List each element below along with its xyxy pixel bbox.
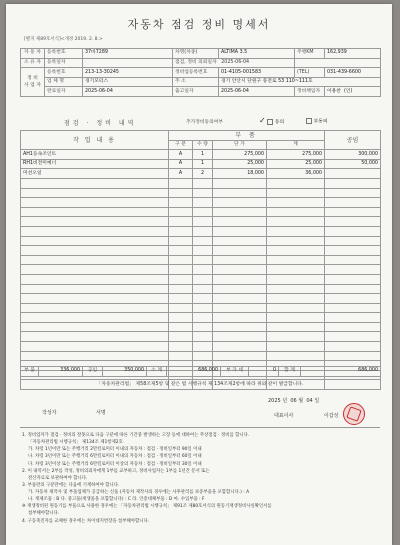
request-date: 2025-06-04: [221, 60, 250, 66]
item-total: [267, 274, 325, 284]
manager-cell: 이용찬 (인): [325, 87, 381, 97]
request-date-label: 점검, 정비 의뢰일자 2025-06-04: [173, 58, 295, 68]
release-date: 2025-06-04: [219, 87, 295, 97]
note-line: 나. 차령 3년이만 또는 주행거리 6만킬로미터 이내의 자동차 : 점검 · 정비일부터 60일 이내: [28, 454, 202, 460]
reg-date: [83, 58, 173, 68]
item-work: [21, 342, 169, 352]
item-work: [21, 351, 169, 361]
agree-label: 동의: [274, 120, 285, 125]
item-labor: 50,000: [325, 159, 381, 169]
item-type: [169, 322, 193, 332]
item-work: [21, 284, 169, 294]
item-labor: [325, 236, 381, 246]
note-line: 가. 차령 1년이만 또는 주행거리 2만킬로미터 이내의 자동차 : 점검 · 정비일부터 90일 이내: [28, 447, 202, 453]
item-type: [169, 332, 193, 342]
labor-header: 공임: [325, 131, 381, 150]
item-labor: [325, 188, 381, 198]
item-work: [21, 303, 169, 313]
done-date: 2025-06-04: [83, 87, 173, 97]
manager-label: 정비책임자: [295, 87, 325, 97]
note-line: 다. 차령 3년이상 또는 주행거리 6만킬로미터 이상의 자동차 : 점검 · 정비일부터 30일 이내: [28, 461, 202, 467]
note-line: 4. 구동축진자를 교체한 경우에는 차이대지번장을 첨부해야합니다.: [22, 518, 150, 524]
item-labor: [325, 246, 381, 256]
item-total: [267, 342, 325, 352]
item-qty: 1: [193, 159, 213, 169]
empty-row: [21, 303, 381, 313]
empty-row: [21, 342, 381, 352]
item-qty: [193, 246, 213, 256]
item-type: A: [169, 159, 193, 169]
item-type: [169, 265, 193, 275]
header-table: [20, 48, 381, 97]
item-unit: [213, 332, 267, 342]
item-qty: [193, 322, 213, 332]
item-qty: [193, 294, 213, 304]
owner-label: 소 유 자: [21, 58, 45, 68]
item-work: [21, 313, 169, 323]
car-name: ALTIMA 3.5: [219, 49, 295, 59]
note-line: 첨부해야합니다.: [28, 511, 60, 517]
col-type: 구 분: [169, 140, 193, 150]
item-row: [21, 159, 381, 169]
empty-row: [21, 284, 381, 294]
item-type: [169, 274, 193, 284]
item-unit: [213, 342, 267, 352]
disagree-option[interactable]: [306, 118, 328, 125]
form-number: [별지 제89호서식]<개정 2019. 2. 8.>: [24, 37, 103, 42]
item-labor: [325, 351, 381, 361]
issue-date: 2025 년 06 월 04 일: [268, 398, 320, 404]
tel-label: (TEL): [295, 68, 325, 78]
item-total: [267, 284, 325, 294]
item-unit: [213, 178, 267, 188]
note-line: ※ 재생정비된 원동기를 부품으로 사용한 경우에는 「자동차관리법 시행규칙」 제91조 제80호서식의 원동기재생정비사실확인서를: [22, 504, 272, 510]
company: 경기모터스: [83, 77, 173, 87]
item-work: [21, 188, 169, 198]
empty-row: [21, 294, 381, 304]
empty-row: [21, 236, 381, 246]
item-type: [169, 236, 193, 246]
item-work: [21, 198, 169, 208]
item-work: [21, 236, 169, 246]
reg-no: 37바7289: [83, 49, 173, 59]
item-unit: [213, 217, 267, 227]
item-labor: [325, 274, 381, 284]
items-table: [20, 130, 381, 390]
item-unit: [213, 207, 267, 217]
parts-header: 부 품: [169, 131, 325, 141]
note-line: 2. 이 내역서는 2부를 작성, 정비의뢰자에게 1부를 교부하고, 정비사업자는 1부를 1년간 문서 또는: [22, 468, 210, 474]
item-work: [21, 332, 169, 342]
item-unit: [213, 255, 267, 265]
maint-shop-label: 정 비 사 업 자: [21, 68, 45, 97]
note-line: 1. 정비업자가 점검 · 정비의 잘못으로 다음 구분에 따른 기간중 발생하는 고장 등에 대하여는 무상점검 · 정비를 합니다.: [22, 433, 250, 438]
item-work: [21, 226, 169, 236]
col-unit: 단 가: [213, 140, 267, 150]
item-total: [267, 351, 325, 361]
note-line: 「자동차관리법 시행규칙」 제134조 제1항제2호: [28, 440, 123, 446]
release-date-label: 출고일자: [173, 87, 219, 97]
sum-total: 686,000: [301, 367, 381, 377]
agree-option[interactable]: [259, 116, 284, 126]
summary-table: [20, 366, 381, 377]
item-qty: 2: [193, 169, 213, 179]
item-unit: [213, 303, 267, 313]
item-unit: [213, 274, 267, 284]
item-unit: [213, 322, 267, 332]
mileage-label: 주행KM: [295, 49, 325, 59]
item-work: RH1비전미예너: [21, 159, 169, 169]
item-total: 275,000: [267, 150, 325, 160]
item-qty: [193, 178, 213, 188]
notes-section: [22, 432, 382, 525]
item-labor: [325, 217, 381, 227]
item-total: 36,000: [267, 169, 325, 179]
col-qty: 수 량: [193, 140, 213, 150]
empty-row: [21, 226, 381, 236]
item-type: [169, 226, 193, 236]
manager: 이용찬: [327, 88, 341, 94]
divider: [20, 427, 380, 428]
item-work: [21, 265, 169, 275]
item-unit: [213, 226, 267, 236]
disagree-checkbox[interactable]: [306, 118, 312, 124]
item-total: 25,000: [267, 159, 325, 169]
item-labor: [325, 265, 381, 275]
item-work: AH1등속조인트: [21, 150, 169, 160]
note-line: 전산자료로 보관하여야 합니다.: [28, 475, 88, 481]
sum-parts: 336,000: [39, 367, 83, 377]
biz-no: 213-13-30245: [83, 68, 173, 78]
item-type: [169, 178, 193, 188]
address: 경기 안산시 단원구 풍전로 53 110~111호: [219, 77, 381, 87]
document-title: 자동차 점검 정비 명세서: [127, 18, 271, 31]
item-type: [169, 313, 193, 323]
item-labor: [325, 198, 381, 208]
maint-reg: 01-4105-001583: [219, 68, 295, 78]
item-type: [169, 198, 193, 208]
item-unit: 25,000: [213, 159, 267, 169]
item-total: [267, 294, 325, 304]
item-qty: [193, 342, 213, 352]
sum-tax-label: 부 가 세: [221, 367, 249, 377]
item-qty: [193, 198, 213, 208]
item-labor: 300,000: [325, 150, 381, 160]
item-work: 미션오일: [21, 169, 169, 179]
writer-sign-label: 서명: [96, 410, 106, 416]
work-header: 작 업 내 용: [21, 131, 169, 150]
item-total: [267, 265, 325, 275]
sum-labor-label: 공임: [83, 367, 103, 377]
company-seal-stamp: [343, 403, 365, 425]
item-type: [169, 303, 193, 313]
item-unit: [213, 265, 267, 275]
item-work: [21, 246, 169, 256]
item-row: [21, 150, 381, 160]
item-type: [169, 284, 193, 294]
legal-statement: 「자동차관리법」 제58조제5항 및 같은 법 시행규칙 제 134조제2항에 따라 위와 같이 발급합니다.: [96, 382, 304, 387]
item-total: [267, 178, 325, 188]
disagree-label: 부동의: [313, 119, 328, 125]
done-date-label: 완료일자: [45, 87, 83, 97]
empty-row: [21, 274, 381, 284]
item-labor: [325, 226, 381, 236]
item-type: [169, 294, 193, 304]
item-work: [21, 274, 169, 284]
item-labor: [325, 284, 381, 294]
item-total: [267, 198, 325, 208]
item-row: [21, 169, 381, 179]
item-work: [21, 322, 169, 332]
item-unit: [213, 236, 267, 246]
item-unit: [213, 284, 267, 294]
item-type: [169, 217, 193, 227]
document-paper: [6, 4, 392, 545]
sum-tax: 0: [249, 367, 279, 377]
item-total: [267, 236, 325, 246]
item-unit: [213, 351, 267, 361]
car-label: 자 동 차: [21, 49, 45, 59]
item-unit: 18,000: [213, 169, 267, 179]
item-qty: [193, 255, 213, 265]
item-qty: [193, 274, 213, 284]
item-qty: [193, 332, 213, 342]
reg-no-label: 등록번호: [45, 49, 83, 59]
item-type: A: [169, 150, 193, 160]
empty-row: [21, 246, 381, 256]
empty-row: [21, 207, 381, 217]
check-mark-icon: ✓: [259, 116, 266, 125]
empty-row: [21, 198, 381, 208]
item-total: [267, 217, 325, 227]
note-line: 가. 자동차 제작사 및 부품업체가 공급하는 신품 (자동차 제작사의 경우에는 사후관리를 보증부품을 포함합니다.) : A: [28, 490, 250, 495]
sum-subtotal-label: 소 계: [147, 367, 167, 377]
item-qty: [193, 303, 213, 313]
empty-row: [21, 178, 381, 188]
tel: 031-439-6600: [325, 68, 381, 78]
item-unit: [213, 313, 267, 323]
item-qty: [193, 188, 213, 198]
empty-row: [21, 255, 381, 265]
address-label: 주 소: [173, 77, 219, 87]
item-labor: [325, 178, 381, 188]
item-type: [169, 246, 193, 256]
item-total: [267, 313, 325, 323]
item-labor: [325, 169, 381, 179]
sum-parts-label: 부 품: [21, 367, 39, 377]
item-qty: [193, 207, 213, 217]
item-type: [169, 255, 193, 265]
item-total: [267, 332, 325, 342]
item-type: [169, 188, 193, 198]
item-labor: [325, 342, 381, 352]
item-total: [267, 246, 325, 256]
item-total: [267, 255, 325, 265]
writer-label: 작성자: [42, 410, 57, 416]
item-unit: [213, 294, 267, 304]
item-qty: [193, 284, 213, 294]
item-unit: 275,000: [213, 150, 267, 160]
item-qty: [193, 313, 213, 323]
item-qty: [193, 351, 213, 361]
item-labor: [325, 313, 381, 323]
item-total: [267, 303, 325, 313]
item-labor: [325, 294, 381, 304]
sum-total-label: 합 계: [279, 367, 301, 377]
agree-checkbox[interactable]: [267, 119, 273, 125]
extra-agree-label: 추가정비동의여부: [186, 120, 224, 125]
section-title: 점검 · 정비 내역: [64, 120, 137, 127]
item-unit: [213, 188, 267, 198]
item-qty: [193, 217, 213, 227]
empty-row: [21, 265, 381, 275]
biz-no-label: 등록번호: [45, 68, 83, 78]
item-labor: [325, 303, 381, 313]
empty-row: [21, 188, 381, 198]
company-label: 업 체 명: [45, 77, 83, 87]
empty-row: [21, 313, 381, 323]
item-type: A: [169, 169, 193, 179]
note-line: 3. 부품란의 구분란에는 다음에 기재하여야 합니다.: [22, 482, 120, 488]
item-qty: [193, 226, 213, 236]
reg-date-label: 등록일자: [45, 58, 83, 68]
item-total: [267, 188, 325, 198]
item-qty: 1: [193, 150, 213, 160]
item-work: [21, 255, 169, 265]
sum-subtotal: 686,000: [167, 367, 221, 377]
item-unit: [213, 246, 267, 256]
empty-row: [21, 332, 381, 342]
item-qty: [193, 236, 213, 246]
ceo-label: 대표이사: [274, 413, 294, 419]
item-unit: [213, 198, 267, 208]
car-name-label: 차명(차종): [173, 49, 219, 59]
note-line: 나. 재제조품 : B 다. 중고품(재생품을 포함합니다) : C 라. 인증대체부품 : D 마. 수입부품 : F: [28, 497, 205, 503]
empty-row: [21, 322, 381, 332]
empty-row: [21, 351, 381, 361]
item-qty: [193, 265, 213, 275]
item-type: [169, 351, 193, 361]
item-total: [267, 207, 325, 217]
item-work: [21, 217, 169, 227]
maint-reg-label: 정비업등록번호: [173, 68, 219, 78]
item-labor: [325, 322, 381, 332]
col-total: 계: [267, 140, 325, 150]
item-labor: [325, 207, 381, 217]
item-work: [21, 207, 169, 217]
ceo-name: 이갑성: [324, 413, 339, 419]
item-total: [267, 322, 325, 332]
item-type: [169, 342, 193, 352]
item-labor: [325, 332, 381, 342]
item-type: [169, 207, 193, 217]
item-labor: [325, 255, 381, 265]
empty-row: [21, 217, 381, 227]
item-work: [21, 178, 169, 188]
item-total: [267, 226, 325, 236]
mileage: 162,939: [325, 49, 381, 59]
item-work: [21, 294, 169, 304]
sum-labor: 350,000: [103, 367, 147, 377]
